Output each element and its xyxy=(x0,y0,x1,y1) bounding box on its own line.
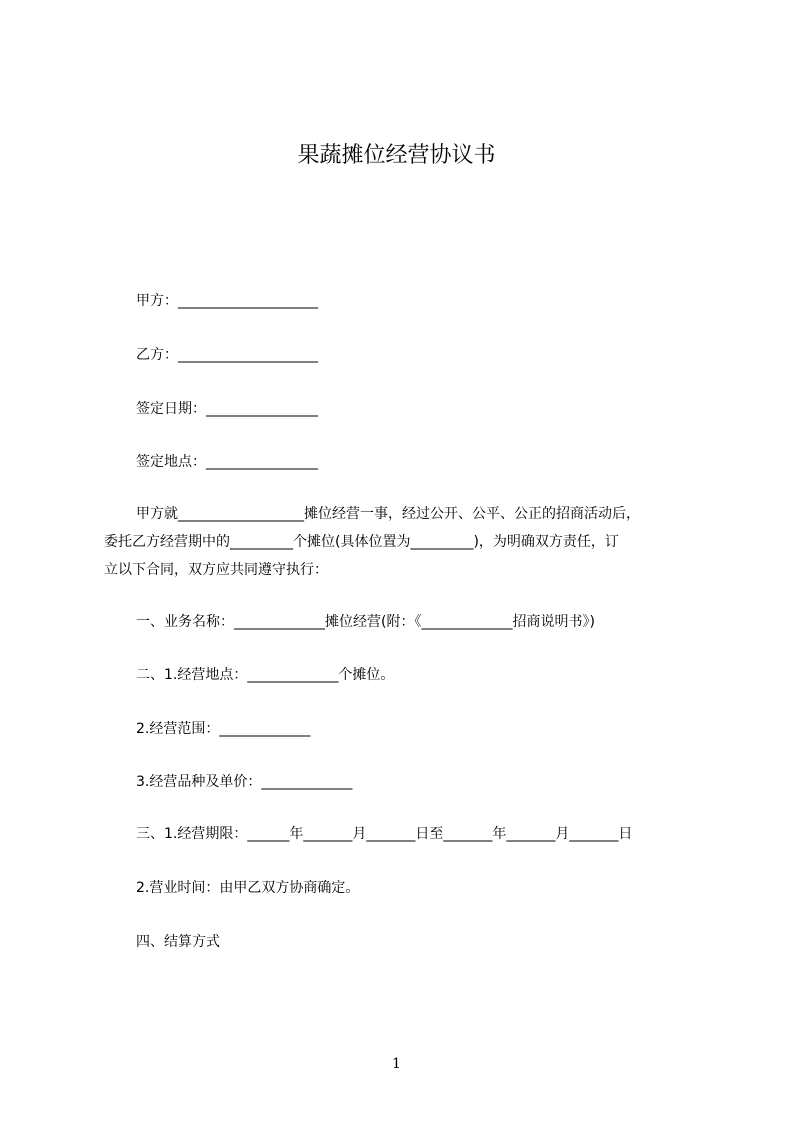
party-b-line: 乙方：____________________ xyxy=(136,347,318,363)
intro-line-3: 立以下合同，双方应共同遵守执行： xyxy=(104,562,328,578)
sign-place-line: 签定地点：________________ xyxy=(136,454,318,470)
clause-2-1-location: 二、1.经营地点：_____________个摊位。 xyxy=(136,667,395,683)
intro-line-1-text: 甲方就__________________摊位经营一事，经过公开、公平、公正的招商活动后， xyxy=(136,506,640,522)
clause-3-2-hours: 2.营业时间：由甲乙双方协商确定。 xyxy=(136,880,360,896)
party-a-line: 甲方：____________________ xyxy=(136,293,318,309)
clause-1-business-name: 一、业务名称：_____________摊位经营(附：《_____________招商说明书》) xyxy=(136,614,595,630)
clause-3-1-term: 三、1.经营期限：______年_______月_______日至_______年_______月_______日 xyxy=(136,826,633,842)
clause-4-settlement: 四、结算方式 xyxy=(136,934,220,950)
clause-2-2-scope: 2.经营范围：_____________ xyxy=(136,721,311,737)
clause-2-3-varieties: 3.经营品种及单价：_____________ xyxy=(136,774,353,790)
intro-line-1 xyxy=(104,500,704,528)
sign-date-line: 签定日期：________________ xyxy=(136,401,318,417)
intro-line-2: 委托乙方经营期中的_________个摊位(具体位置为_________)，为明确双方责任，订 xyxy=(104,534,619,550)
page-number: 1 xyxy=(392,1056,401,1072)
intro-paragraph xyxy=(104,500,704,584)
document-title: 果蔬摊位经营协议书 xyxy=(297,143,496,168)
